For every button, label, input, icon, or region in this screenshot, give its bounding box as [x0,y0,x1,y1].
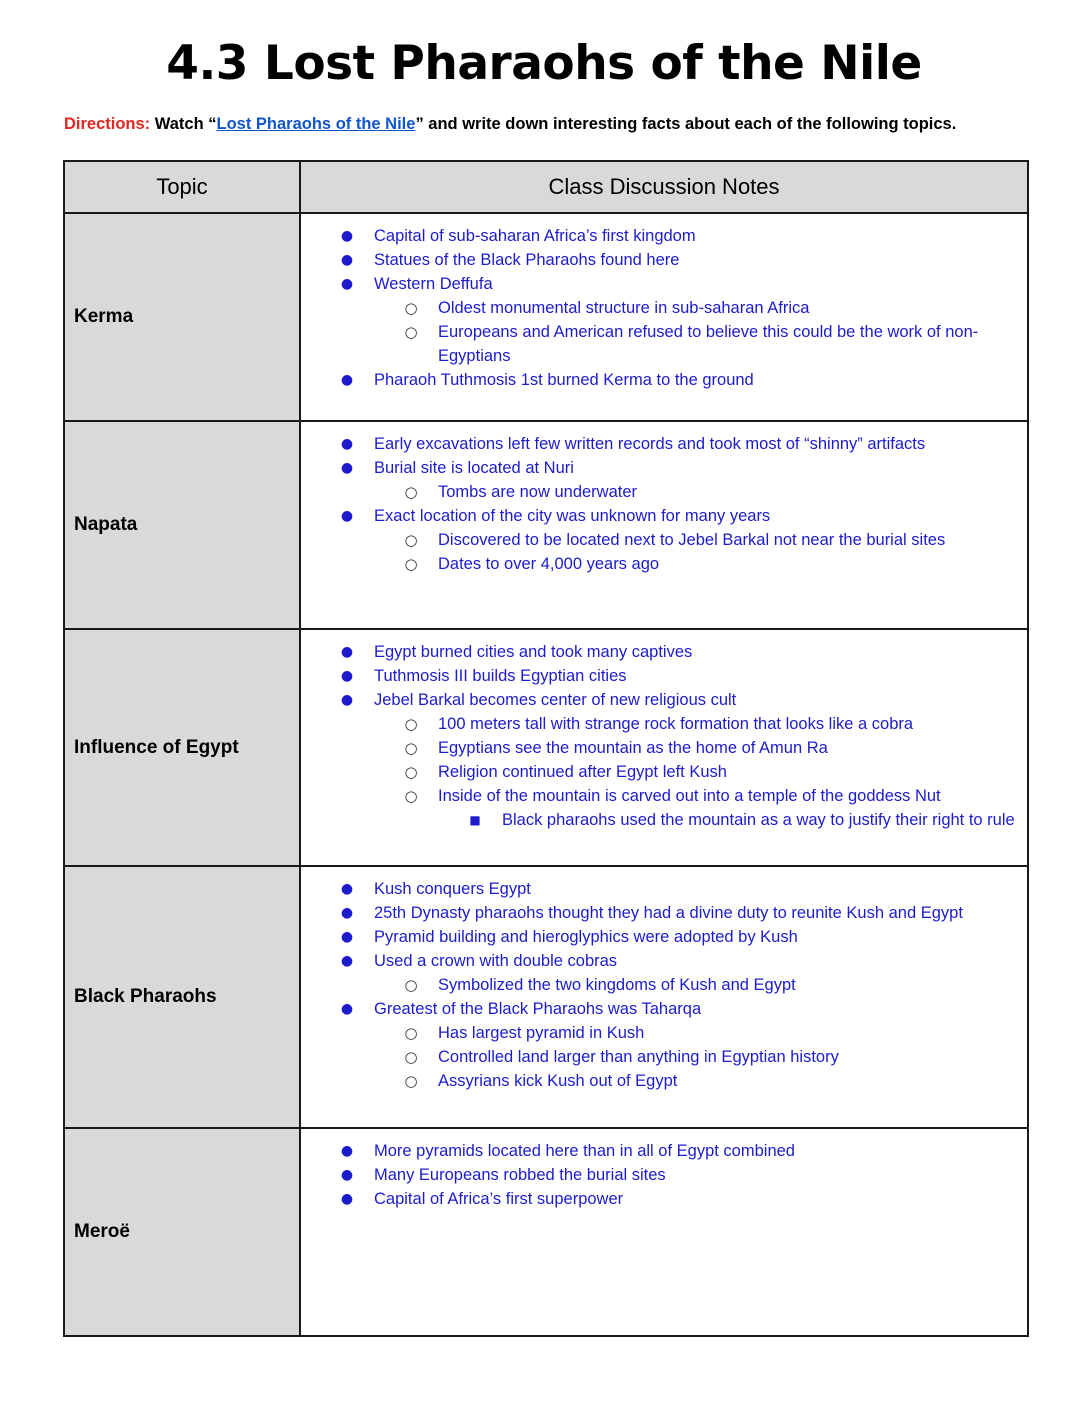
bullet-icon: ○ [404,531,418,549]
notes-table [63,160,1029,1337]
list-item [301,1163,1015,1187]
list-item [301,296,1015,320]
bullet-icon: ● [340,1167,354,1183]
list-item [301,248,1015,272]
list-item [301,1021,1015,1045]
note-text: Inside of the mountain is carved out into a temple of the goddess Nut [438,787,941,805]
list-item [301,949,1015,973]
directions-text-start: Watch “ [150,115,217,133]
list-item [301,973,1015,997]
list-item [301,456,1015,480]
bullet-icon: ○ [404,555,418,573]
table-row [64,213,1028,421]
bullet-icon: ● [340,436,354,452]
page-title: 4.3 Lost Pharaohs of the Nile [166,36,922,91]
bullet-icon: ● [340,644,354,660]
bullet-icon: ○ [404,787,418,805]
notes-list [301,224,1015,392]
list-item [301,925,1015,949]
list-item [301,1069,1015,1093]
note-text: More pyramids located here than in all of Egypt combined [374,1142,795,1160]
note-text: Burial site is located at Nuri [374,459,574,477]
note-text: Controlled land larger than anything in Egyptian history [438,1048,839,1066]
bullet-icon: ● [340,953,354,969]
notes-list [301,640,1015,832]
note-text: Assyrians kick Kush out of Egypt [438,1072,678,1090]
note-text: Pyramid building and hieroglyphics were adopted by Kush [374,928,798,946]
bullet-icon: ● [340,372,354,388]
bullet-icon: ● [340,905,354,921]
header-notes: Class Discussion Notes [300,161,1028,213]
list-item [301,224,1015,248]
note-text: 100 meters tall with strange rock formation that looks like a cobra [438,715,914,733]
bullet-icon: ○ [404,1048,418,1066]
bullet-icon: ● [340,668,354,684]
bullet-icon: ○ [404,483,418,501]
note-text: Jebel Barkal becomes center of new religious cult [374,691,737,709]
list-item [301,528,1015,552]
note-text: Pharaoh Tuthmosis 1st burned Kerma to the ground [374,371,754,389]
note-text: Early excavations left few written records and took most of “shinny” artifacts [374,435,926,453]
bullet-icon: ○ [404,299,418,317]
list-item [301,997,1015,1021]
table-row [64,866,1028,1128]
note-text: Exact location of the city was unknown for many years [374,507,771,525]
note-text: Black pharaohs used the mountain as a way to justify their right to rule [502,811,1015,829]
note-text: 25th Dynasty pharaohs thought they had a divine duty to reunite Kush and Egypt [374,904,963,922]
notes-cell [300,421,1028,629]
list-item [301,432,1015,456]
note-text: Egypt burned cities and took many captives [374,643,693,661]
topic-cell: Influence of Egypt [64,629,300,866]
list-item [301,272,1015,296]
note-text: Has largest pyramid in Kush [438,1024,645,1042]
topic-cell: Meroë [64,1128,300,1336]
notes-cell [300,629,1028,866]
notes-cell [300,866,1028,1128]
list-item [301,877,1015,901]
notes-cell [300,1128,1028,1336]
bullet-icon: ○ [404,739,418,757]
topic-cell: Napata [64,421,300,629]
header-row [64,161,1028,213]
note-text: Europeans and American refused to believe this could be the work of non-Egyptians [438,323,979,365]
bullet-icon: ● [340,881,354,897]
note-text: Many Europeans robbed the burial sites [374,1166,666,1184]
list-item [301,784,1015,808]
bullet-icon: ○ [404,976,418,994]
table-row [64,421,1028,629]
list-item [301,368,1015,392]
bullet-icon: ● [340,460,354,476]
bullet-icon: ○ [404,763,418,781]
list-item [301,552,1015,576]
bullet-icon: ● [340,929,354,945]
bullet-icon: ○ [404,323,418,341]
list-item [301,712,1015,736]
note-text: Kush conquers Egypt [374,880,531,898]
list-item [301,1187,1015,1211]
bullet-icon: ● [340,1001,354,1017]
list-item [301,1045,1015,1069]
note-text: Capital of Africa’s first superpower [374,1190,624,1208]
note-text: Western Deffufa [374,275,493,293]
note-text: Egyptians see the mountain as the home of Amun Ra [438,739,828,757]
table-row [64,629,1028,866]
list-item [301,901,1015,925]
note-text: Capital of sub-saharan Africa’s first kingdom [374,227,696,245]
bullet-icon: ○ [404,1072,418,1090]
list-item [301,808,1015,832]
note-text: Symbolized the two kingdoms of Kush and Egypt [438,976,796,994]
list-item [301,320,1015,368]
note-text: Used a crown with double cobras [374,952,618,970]
list-item [301,480,1015,504]
directions-text-end: ” and write down interesting facts about each of the following topics. [415,115,957,133]
bullet-icon: ○ [404,1024,418,1042]
list-item [301,1139,1015,1163]
list-item [301,664,1015,688]
bullet-icon: ■ [469,813,481,827]
list-item [301,736,1015,760]
bullet-icon: ● [340,1143,354,1159]
note-text: Religion continued after Egypt left Kush [438,763,727,781]
directions-label: Directions: [64,115,151,133]
table-row [64,1128,1028,1336]
note-text: Oldest monumental structure in sub-saharan Africa [438,299,810,317]
bullet-icon: ● [340,252,354,268]
notes-list [301,877,1015,1093]
header-topic: Topic [64,161,300,213]
note-text: Discovered to be located next to Jebel Barkal not near the burial sites [438,531,946,549]
directions [64,112,1054,136]
notes-cell [300,213,1028,421]
note-text: Greatest of the Black Pharaohs was Taharqa [374,1000,702,1018]
bullet-icon: ● [340,228,354,244]
note-text: Statues of the Black Pharaohs found here [374,251,680,269]
topic-cell: Black Pharaohs [64,866,300,1128]
notes-list [301,1139,1015,1211]
bullet-icon: ● [340,276,354,292]
bullet-icon: ● [340,1191,354,1207]
bullet-icon: ● [340,692,354,708]
note-text: Tombs are now underwater [438,483,638,501]
list-item [301,760,1015,784]
bullet-icon: ○ [404,715,418,733]
list-item [301,688,1015,712]
list-item [301,504,1015,528]
note-text: Dates to over 4,000 years ago [438,555,660,573]
video-link[interactable]: Lost Pharaohs of the Nile [216,115,416,133]
topic-cell: Kerma [64,213,300,421]
bullet-icon: ● [340,508,354,524]
note-text: Tuthmosis III builds Egyptian cities [374,667,627,685]
list-item [301,640,1015,664]
notes-list [301,432,1015,576]
